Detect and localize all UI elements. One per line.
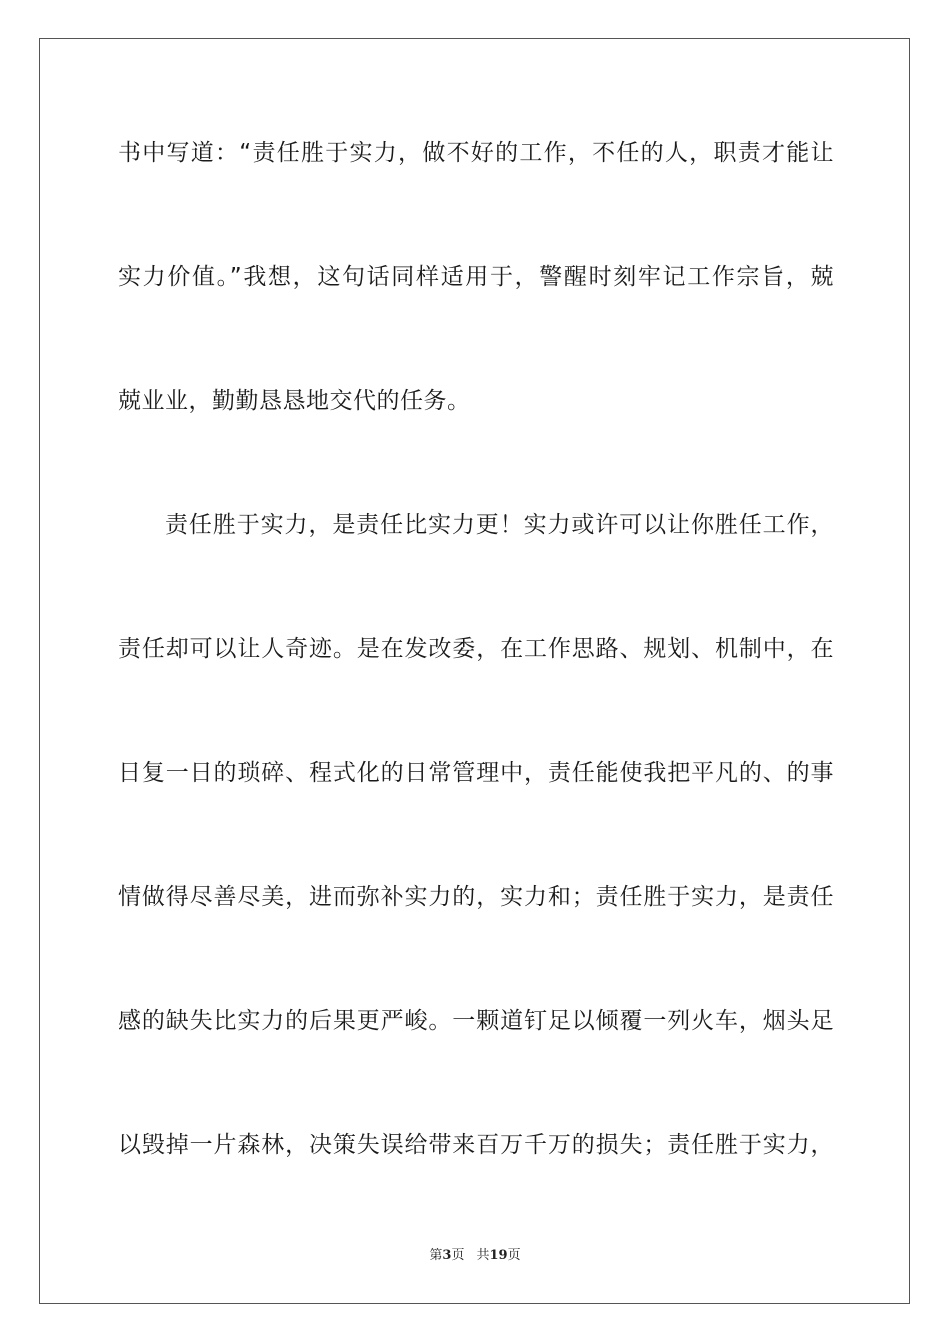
- body-line-2: 实力价值。”我想，这句话同样适用于，警醒时刻牢记工作宗旨，兢: [118, 264, 834, 290]
- body-line-3: 兢业业，勤勤恳恳地交代的任务。: [118, 388, 471, 414]
- body-line-1: 书中写道：“责任胜于实力，做不好的工作，不任的人，职责才能让: [118, 140, 834, 166]
- body-line-5: 责任却可以让人奇迹。是在发改委，在工作思路、规划、机制中，在: [118, 636, 834, 662]
- body-line-6: 日复一日的琐碎、程式化的日常管理中，责任能使我把平凡的、的事: [118, 760, 834, 786]
- body-line-9: 以毁掉一片森林，决策失误给带来百万千万的损失；责任胜于实力，: [118, 1132, 834, 1158]
- footer-page-current: 3: [442, 1248, 452, 1263]
- body-line-8: 感的缺失比实力的后果更严峻。一颗道钉足以倾覆一列火车，烟头足: [118, 1008, 834, 1034]
- footer-total-suffix: 页: [507, 1248, 521, 1263]
- footer-page-total: 19: [489, 1248, 508, 1263]
- footer-total-prefix: 共: [476, 1248, 490, 1263]
- page-footer: [0, 1246, 950, 1266]
- body-line-4: 责任胜于实力，是责任比实力更！实力或许可以让你胜任工作，: [165, 512, 834, 538]
- page-border: [39, 38, 910, 1304]
- footer-page-prefix: 第: [429, 1248, 443, 1263]
- footer-page-suffix: 页: [451, 1248, 465, 1263]
- body-line-7: 情做得尽善尽美，进而弥补实力的，实力和；责任胜于实力，是责任: [118, 884, 834, 910]
